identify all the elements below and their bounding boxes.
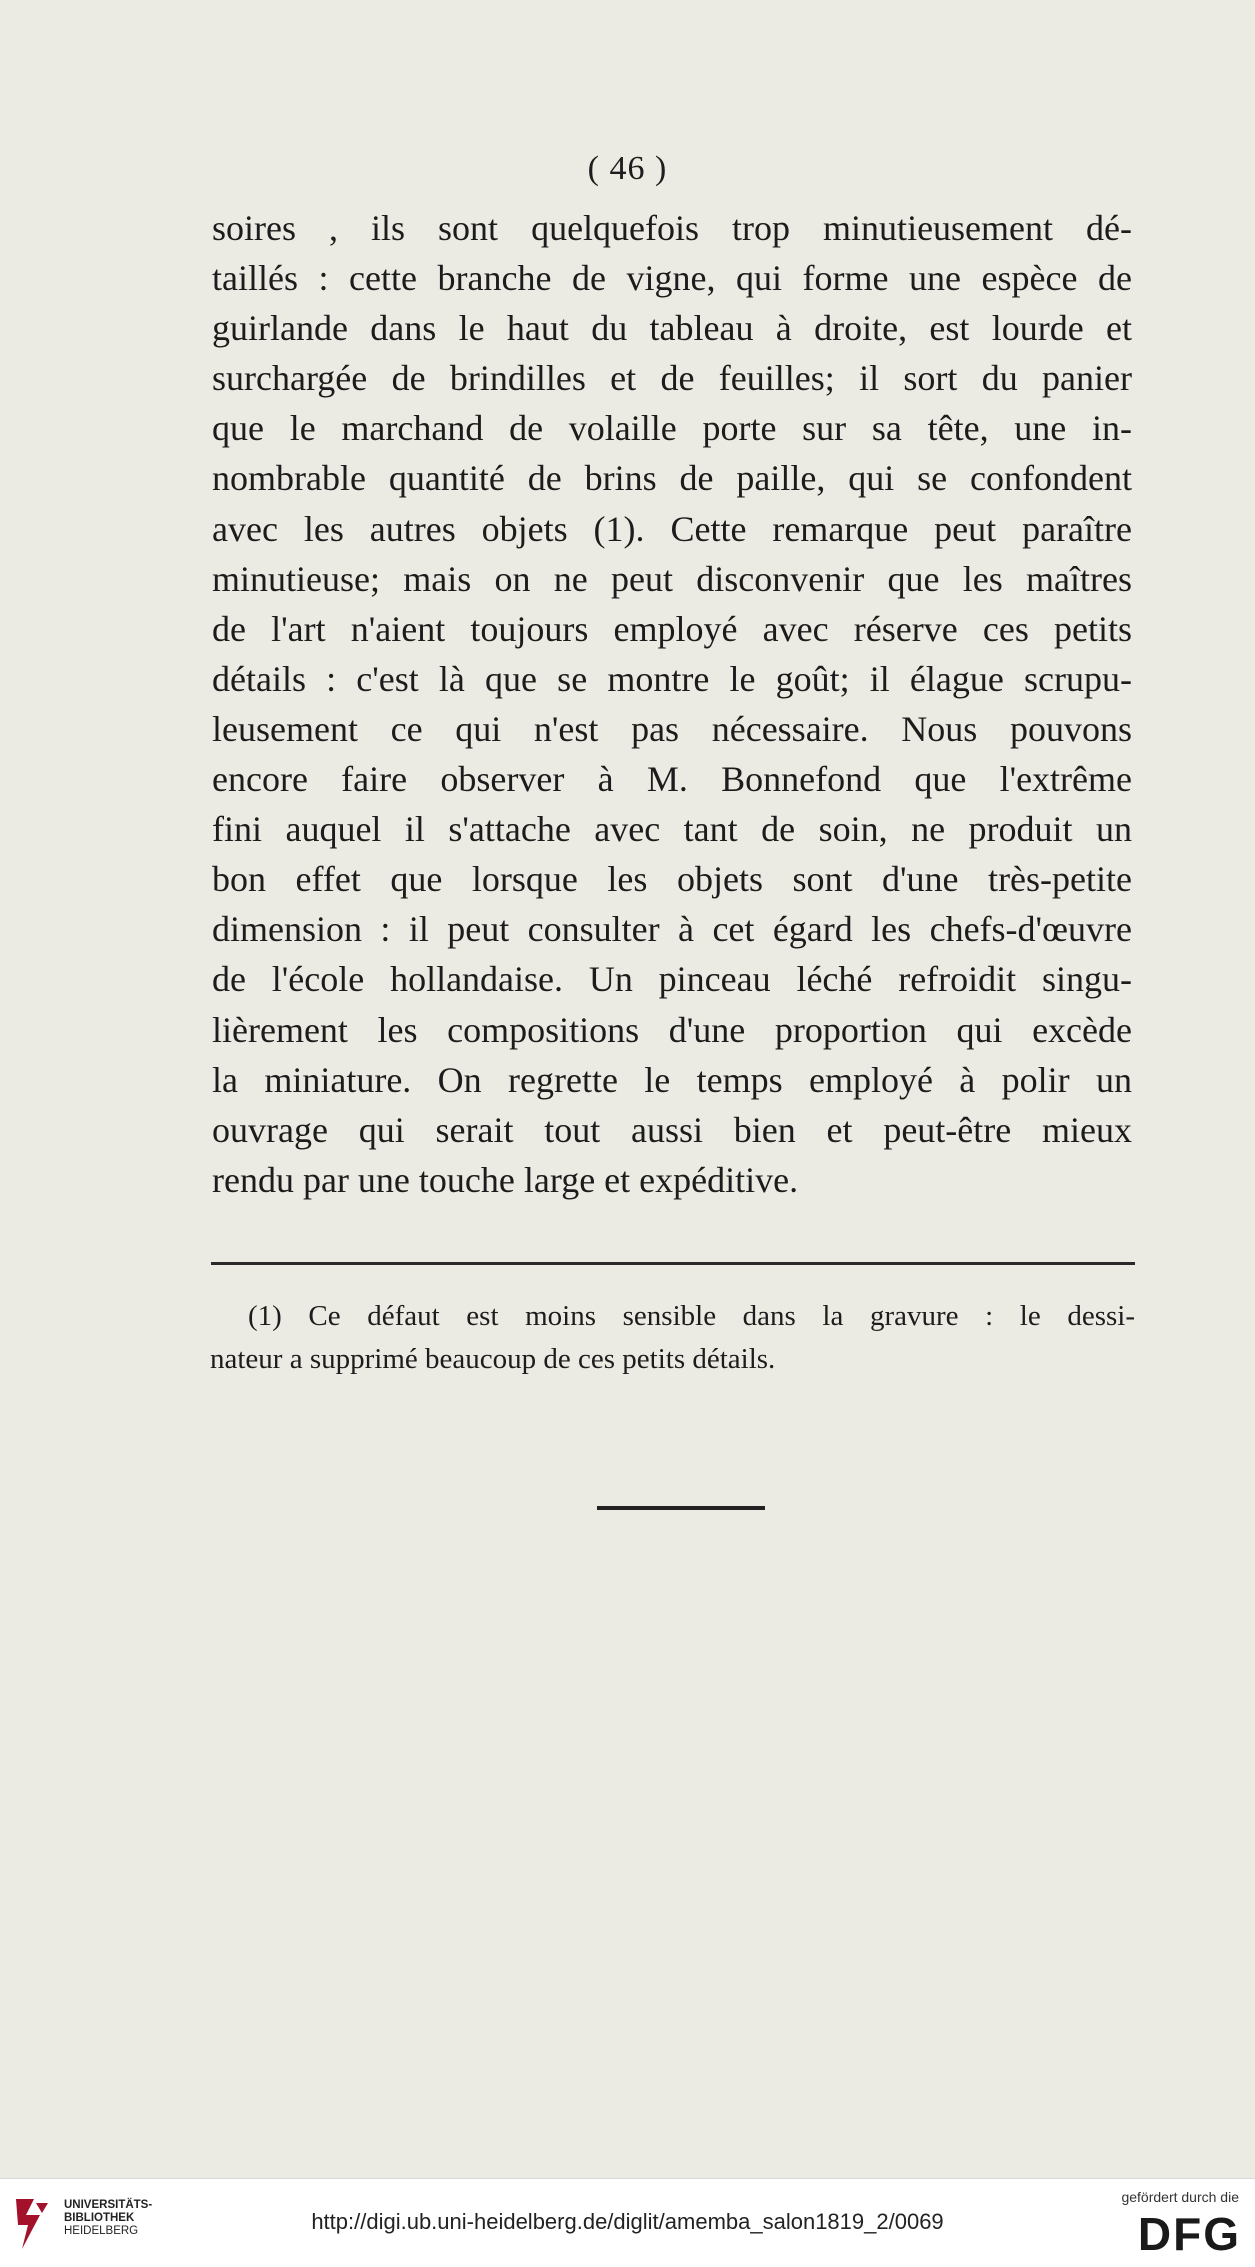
body-line: détails : c'est là que se montre le goût; il élague scrupu- — [212, 658, 1132, 699]
body-line: de l'art n'aient toujours employé avec réserve ces petits — [212, 608, 1132, 649]
body-line: taillés : cette branche de vigne, qui forme une espèce de — [212, 258, 1132, 299]
library-name-line: UNIVERSITÄTS- — [64, 2199, 153, 2211]
library-name-line: BIBLIOTHEK — [64, 2212, 135, 2224]
viewer-footer — [0, 2178, 1255, 2267]
body-line: bon effet que lorsque les objets sont d'une très-petite — [212, 859, 1132, 900]
footnote-line: (1) Ce défaut est moins sensible dans la gravure : le dessi- — [248, 1300, 1135, 1332]
body-line: que le marchand de volaille porte sur sa tête, une in- — [212, 408, 1132, 449]
body-line: avec les autres objets (1). Cette remarque peut paraître — [212, 508, 1132, 549]
body-line: fini auquel il s'attache avec tant de soin, ne produit un — [212, 809, 1132, 850]
page-permalink[interactable]: http://digi.ub.uni-heidelberg.de/diglit/amemba_salon1819_2/0069 — [311, 2209, 944, 2234]
end-of-section-rule — [597, 1506, 765, 1510]
body-line: guirlande dans le haut du tableau à droite, est lourde et — [212, 308, 1132, 349]
body-line: lièrement les compositions d'une proportion qui excède — [212, 1009, 1132, 1050]
body-line: leusement ce qui n'est pas nécessaire. Nous pouvons — [212, 708, 1132, 749]
funding-caption: gefördert durch die — [1121, 2189, 1239, 2205]
body-text — [212, 203, 1132, 1205]
body-line: encore faire observer à M. Bonnefond que l'extrême — [212, 759, 1132, 800]
footnote-separator-rule — [211, 1262, 1135, 1265]
body-line: surchargée de brindilles et de feuilles; il sort du panier — [212, 358, 1132, 399]
body-line: nombrable quantité de brins de paille, qui se confondent — [212, 458, 1132, 499]
footnote — [210, 1295, 1135, 1381]
body-line: de l'école hollandaise. Un pinceau léché refroidit singu- — [212, 959, 1132, 1000]
footnote-line: nateur a supprimé beaucoup de ces petits détails. — [210, 1343, 776, 1375]
body-line: la miniature. On regrette le temps employé à polir un — [212, 1059, 1132, 1100]
body-line: soires , ils sont quelquefois trop minutieusement dé- — [212, 208, 1132, 248]
page-number: ( 46 ) — [587, 150, 668, 187]
dfg-logo: DFG — [1137, 2208, 1241, 2260]
body-line: minutieuse; mais on ne peut disconvenir que les maîtres — [212, 558, 1132, 599]
body-line: ouvrage qui serait tout aussi bien et peut-être mieux — [212, 1109, 1132, 1150]
body-line: dimension : il peut consulter à cet égard les chefs-d'œuvre — [212, 909, 1132, 950]
body-line: rendu par une touche large et expéditive. — [212, 1159, 799, 1200]
library-name-line: HEIDELBERG — [64, 2225, 139, 2237]
